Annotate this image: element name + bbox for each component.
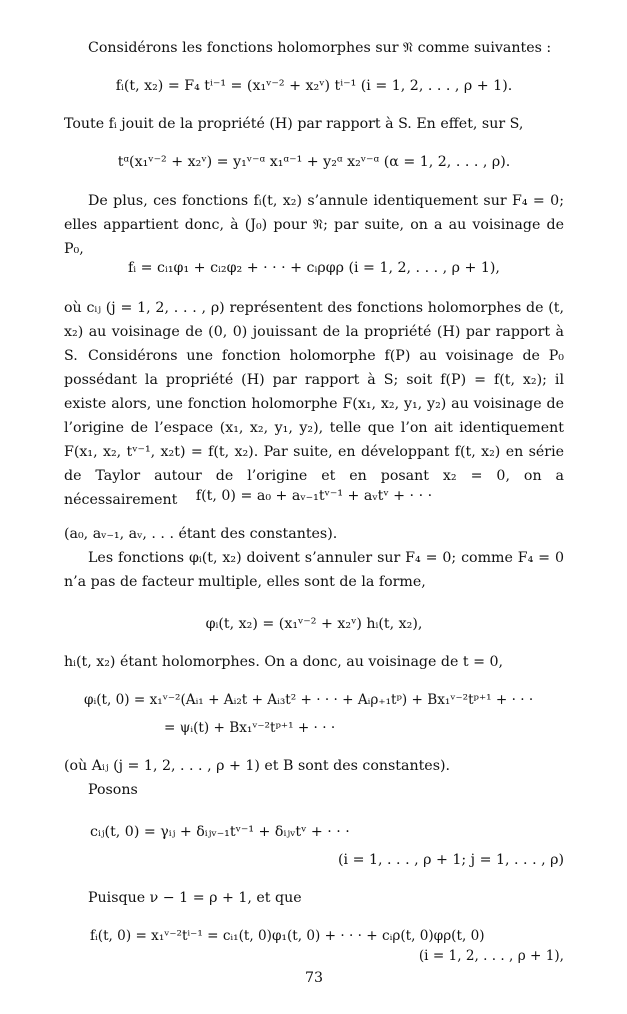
equation-8-line-1: fᵢ(t, 0) = x₁ᵛ⁻²tⁱ⁻¹ = cᵢ₁(t, 0)φ₁(t, 0) + · · · + cᵢρ(t, 0)φρ(t, 0) (90, 928, 485, 944)
paragraph-1: Considérons les fonctions holomorphes sur 𝔑 comme suivantes : (88, 40, 552, 56)
paragraph-9: (où Aᵢⱼ (j = 1, 2, . . . , ρ + 1) et B sont des constantes). (64, 758, 451, 774)
page-number: 73 (304, 970, 324, 986)
equation-6-line-2: = ψᵢ(t) + Bx₁ᵛ⁻²tᵖ⁺¹ + · · · (164, 720, 336, 736)
paragraph-8: hᵢ(t, x₂) étant holomorphes. On a donc, au voisinage de t = 0, (64, 654, 504, 670)
equation-5: φᵢ(t, x₂) = (x₁ᵛ⁻² + x₂ᵛ) hᵢ(t, x₂), (205, 616, 423, 632)
equation-6-line-1: φᵢ(t, 0) = x₁ᵛ⁻²(Aᵢ₁ + Aᵢ₂t + Aᵢ₃t² + · · · + Aᵢρ₊₁tᵖ) + Bx₁ᵛ⁻²tᵖ⁺¹ + · · · (84, 692, 534, 708)
paragraph-7: Les fonctions φᵢ(t, x₂) doivent s’annuler sur F₄ = 0; comme F₄ = 0 n’a pas de facteur multiple, elles sont de la forme, (64, 550, 564, 590)
equation-1: fᵢ(t, x₂) = F₄ tⁱ⁻¹ = (x₁ᵛ⁻² + x₂ᵛ) tⁱ⁻¹ (i = 1, 2, . . . , ρ + 1). (115, 78, 513, 94)
paragraph-4: où cᵢⱼ (j = 1, 2, . . . , ρ) représentent des fonctions holomorphes de (t, x₂) au voisinage de (0, 0) jouissant de la propriété (H) par rapport à S. (64, 300, 564, 364)
paragraph-3: De plus, ces fonctions fᵢ(t, x₂) s’annule identiquement sur F₄ = 0; elles appartient donc, à (J₀) pour 𝔑; par suite, on a au voisinage de P₀, (64, 193, 564, 257)
paragraph-5: Considérons une fonction holomorphe f(P) au voisinage de P₀ possédant la propriété (H) par rapport à S; soit f(P) = f(t, x₂); il existe alors, une fonction holomorphe F(x₁, x₂, y₁, y₂) au voisinage de l’origine de l’espace (x₁, x₂, y₁, y₂), telle que l’on ait identiquement F(x₁, x₂, tᵛ⁻¹, x₂t) = f(t, x₂). Par suite, en développant f(t, x₂) en série de Taylor autour de l’origine et en posant x₂ = 0, on a nécessairement (64, 348, 564, 508)
paragraph-2: Toute fᵢ jouit de la propriété (H) par rapport à S. En effet, sur S, (64, 116, 524, 132)
equation-2: tᵅ(x₁ᵛ⁻² + x₂ᵛ) = y₁ᵛ⁻ᵅ x₁ᵅ⁻¹ + y₂ᵅ x₂ᵛ⁻ᵅ (α = 1, 2, . . . , ρ). (117, 154, 511, 170)
paragraph-11: Puisque ν − 1 = ρ + 1, et que (88, 890, 302, 906)
equation-7-line-2: (i = 1, . . . , ρ + 1; j = 1, . . . , ρ) (338, 852, 564, 868)
equation-8-line-2: (i = 1, 2, . . . , ρ + 1), (418, 948, 564, 964)
equation-7-line-1: cᵢⱼ(t, 0) = γᵢⱼ + δᵢⱼᵥ₋₁tᵛ⁻¹ + δᵢⱼᵥtᵛ + · · · (90, 824, 350, 840)
paragraph-6: (a₀, aᵥ₋₁, aᵥ, . . . étant des constantes). (64, 526, 338, 542)
equation-3: fᵢ = cᵢ₁φ₁ + cᵢ₂φ₂ + · · · + cᵢρφρ (i = 1, 2, . . . , ρ + 1), (128, 260, 500, 276)
paragraph-10: Posons (88, 782, 138, 798)
equation-4: f(t, 0) = a₀ + aᵥ₋₁tᵛ⁻¹ + aᵥtᵛ + · · · (195, 488, 433, 504)
